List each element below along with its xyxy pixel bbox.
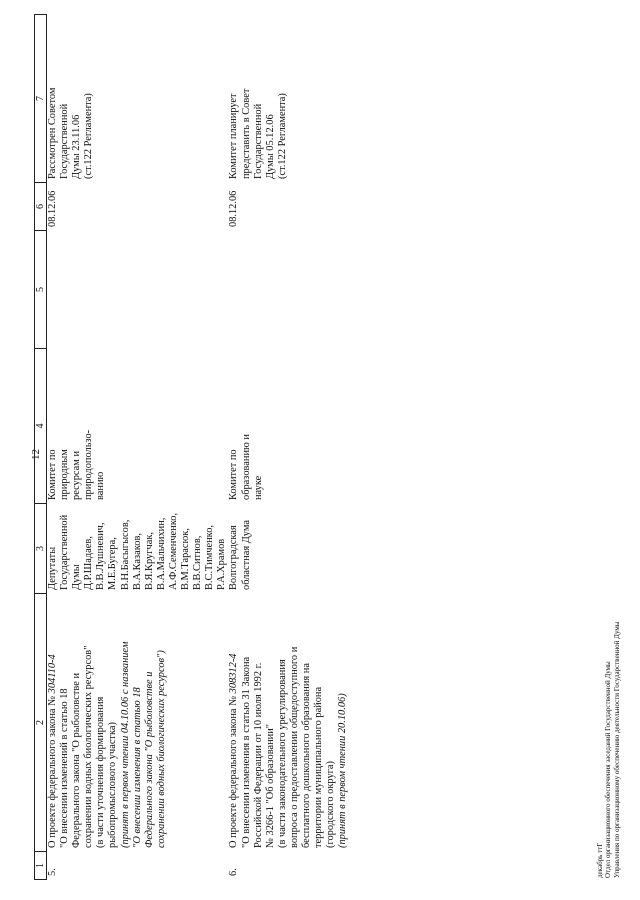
text-line: В.В.Лушневич, — [95, 522, 107, 590]
header-row — [35, 15, 47, 880]
text-line: территории муниципального района — [313, 686, 325, 848]
col-header-6: 6 — [35, 183, 47, 231]
initiator — [47, 504, 229, 594]
text-line: ресурсам и — [71, 450, 83, 500]
text-line: В.А.Казаков, — [131, 533, 143, 590]
text-line: Рассмотрен Советом — [47, 87, 58, 179]
text-line: Р.А.Храмов — [216, 538, 228, 590]
text-line: "О внесении изменений в статью 18 — [59, 688, 71, 848]
text-line: (принят в первом чтении 04.10.06 с названием — [119, 641, 131, 848]
text-line: (принят в первом чтении 20.10.06) — [337, 693, 349, 848]
text-line: Комитет по — [47, 449, 58, 500]
bill-title — [47, 594, 229, 852]
footer-line: Отдел организационного обеспечения заседаний Государственной Думы — [604, 661, 613, 878]
text-line: (городского округа) — [325, 761, 337, 848]
text-line: В.А.Мальчихин, — [155, 517, 167, 590]
row-number — [47, 852, 229, 880]
text-line: Государственной — [59, 514, 71, 590]
text-line: В.С.Тимченко, — [204, 525, 216, 590]
text-line: природным — [59, 449, 71, 500]
col-header-5: 5 — [35, 231, 47, 349]
text-line: Думы 05.12.06 — [264, 114, 276, 179]
text-line: Федерального закона "О рыболовстве и — [71, 672, 83, 848]
text-line: Волгоградская — [228, 525, 240, 590]
text-line: В.В.Ситнов, — [192, 535, 204, 590]
footer-line: Управления по организационному обеспечению деятельности Государственной Думы — [612, 621, 621, 878]
text-line: В.Н.Басыгысов, — [119, 519, 131, 590]
text-line: Государственной — [252, 103, 264, 179]
title-lead: О проекте федерального закона № — [47, 693, 58, 848]
text-line: "О внесении изменения в статью 18 — [131, 687, 143, 848]
initiator — [228, 504, 349, 594]
col-header-4: 4 — [35, 349, 47, 504]
text-line: № 3266-1 "Об образовании" — [264, 723, 276, 848]
date — [228, 183, 349, 231]
footer-line: декабрь ттГ — [596, 842, 604, 878]
committee — [47, 349, 229, 504]
text-line: Российской Федерации от 10 июля 1992 г. — [252, 662, 264, 848]
text-line: бесплатного дошкольного образования на — [300, 663, 312, 848]
col-header-1: 1 — [35, 852, 47, 880]
text-line: представить в Совет — [240, 88, 252, 179]
status — [228, 15, 349, 183]
text-line: (в части законодательного урегулирования — [276, 659, 288, 848]
text-line: 08.12.06 — [47, 190, 58, 227]
table-row — [228, 15, 349, 880]
text-line: образованию и — [240, 434, 252, 500]
committee — [228, 349, 349, 504]
text-line: рыбопромыслового участка) — [107, 722, 119, 848]
text-line: В.М.Тарасюк, — [180, 528, 192, 590]
text-line: (в части уточнения формирования — [95, 696, 107, 848]
text-line: природопользо- — [83, 429, 95, 500]
text-line: науке — [252, 475, 264, 500]
text-line: А.Ф.Семенченко, — [167, 512, 179, 590]
text-line: 6. — [228, 868, 240, 876]
text-line: Думы 23.11.06 — [71, 114, 83, 179]
text-line: вопроса о предоставлении общедоступного и — [288, 646, 300, 848]
col-header-7: 7 — [35, 15, 47, 183]
title-line — [228, 597, 240, 848]
col-header-3: 3 — [35, 504, 47, 594]
bill-number: 308312-4 — [228, 653, 240, 694]
row-number — [228, 852, 349, 880]
text-line: областная Дума — [240, 520, 252, 590]
col-5 — [47, 231, 229, 349]
text-line: В.Я.Кругчак, — [143, 532, 155, 590]
footer — [596, 622, 621, 878]
title-lead: О проекте федерального закона № — [228, 693, 240, 848]
text-line: М.Е.Бугера, — [107, 537, 119, 590]
bills-table — [34, 14, 349, 880]
text-line: 5. — [47, 868, 58, 876]
page-number: 12 — [30, 449, 42, 460]
col-5 — [228, 231, 349, 349]
text-line: Думы — [71, 564, 83, 590]
text-line: Д.Р.Шадаев, — [83, 536, 95, 590]
status — [47, 15, 229, 183]
text-line: сохранении водных биологических ресурсов") — [155, 650, 167, 848]
bill-title — [228, 594, 349, 852]
text-line: 08.12.06 — [228, 190, 240, 227]
text-line: сохранении водных биологических ресурсов" — [83, 645, 95, 848]
text-line: (ст.122 Регламента) — [276, 93, 288, 179]
text-line: (ст.122 Регламента) — [83, 93, 95, 179]
text-line: Комитет по — [228, 449, 240, 500]
date — [47, 183, 229, 231]
text-line: Депутаты — [47, 546, 58, 590]
text-line: Государственной — [59, 103, 71, 179]
text-line: ванию — [95, 471, 107, 500]
col-header-2: 2 — [35, 594, 47, 852]
table-row — [47, 15, 229, 880]
title-line — [47, 597, 59, 848]
bill-number: 304110-4 — [47, 654, 58, 694]
text-line: Комитет планирует — [228, 93, 240, 179]
text-line: "О внесении изменения в статью 31 Закона — [240, 656, 252, 848]
text-line: Федерального закона "О рыболовстве и — [143, 671, 155, 848]
